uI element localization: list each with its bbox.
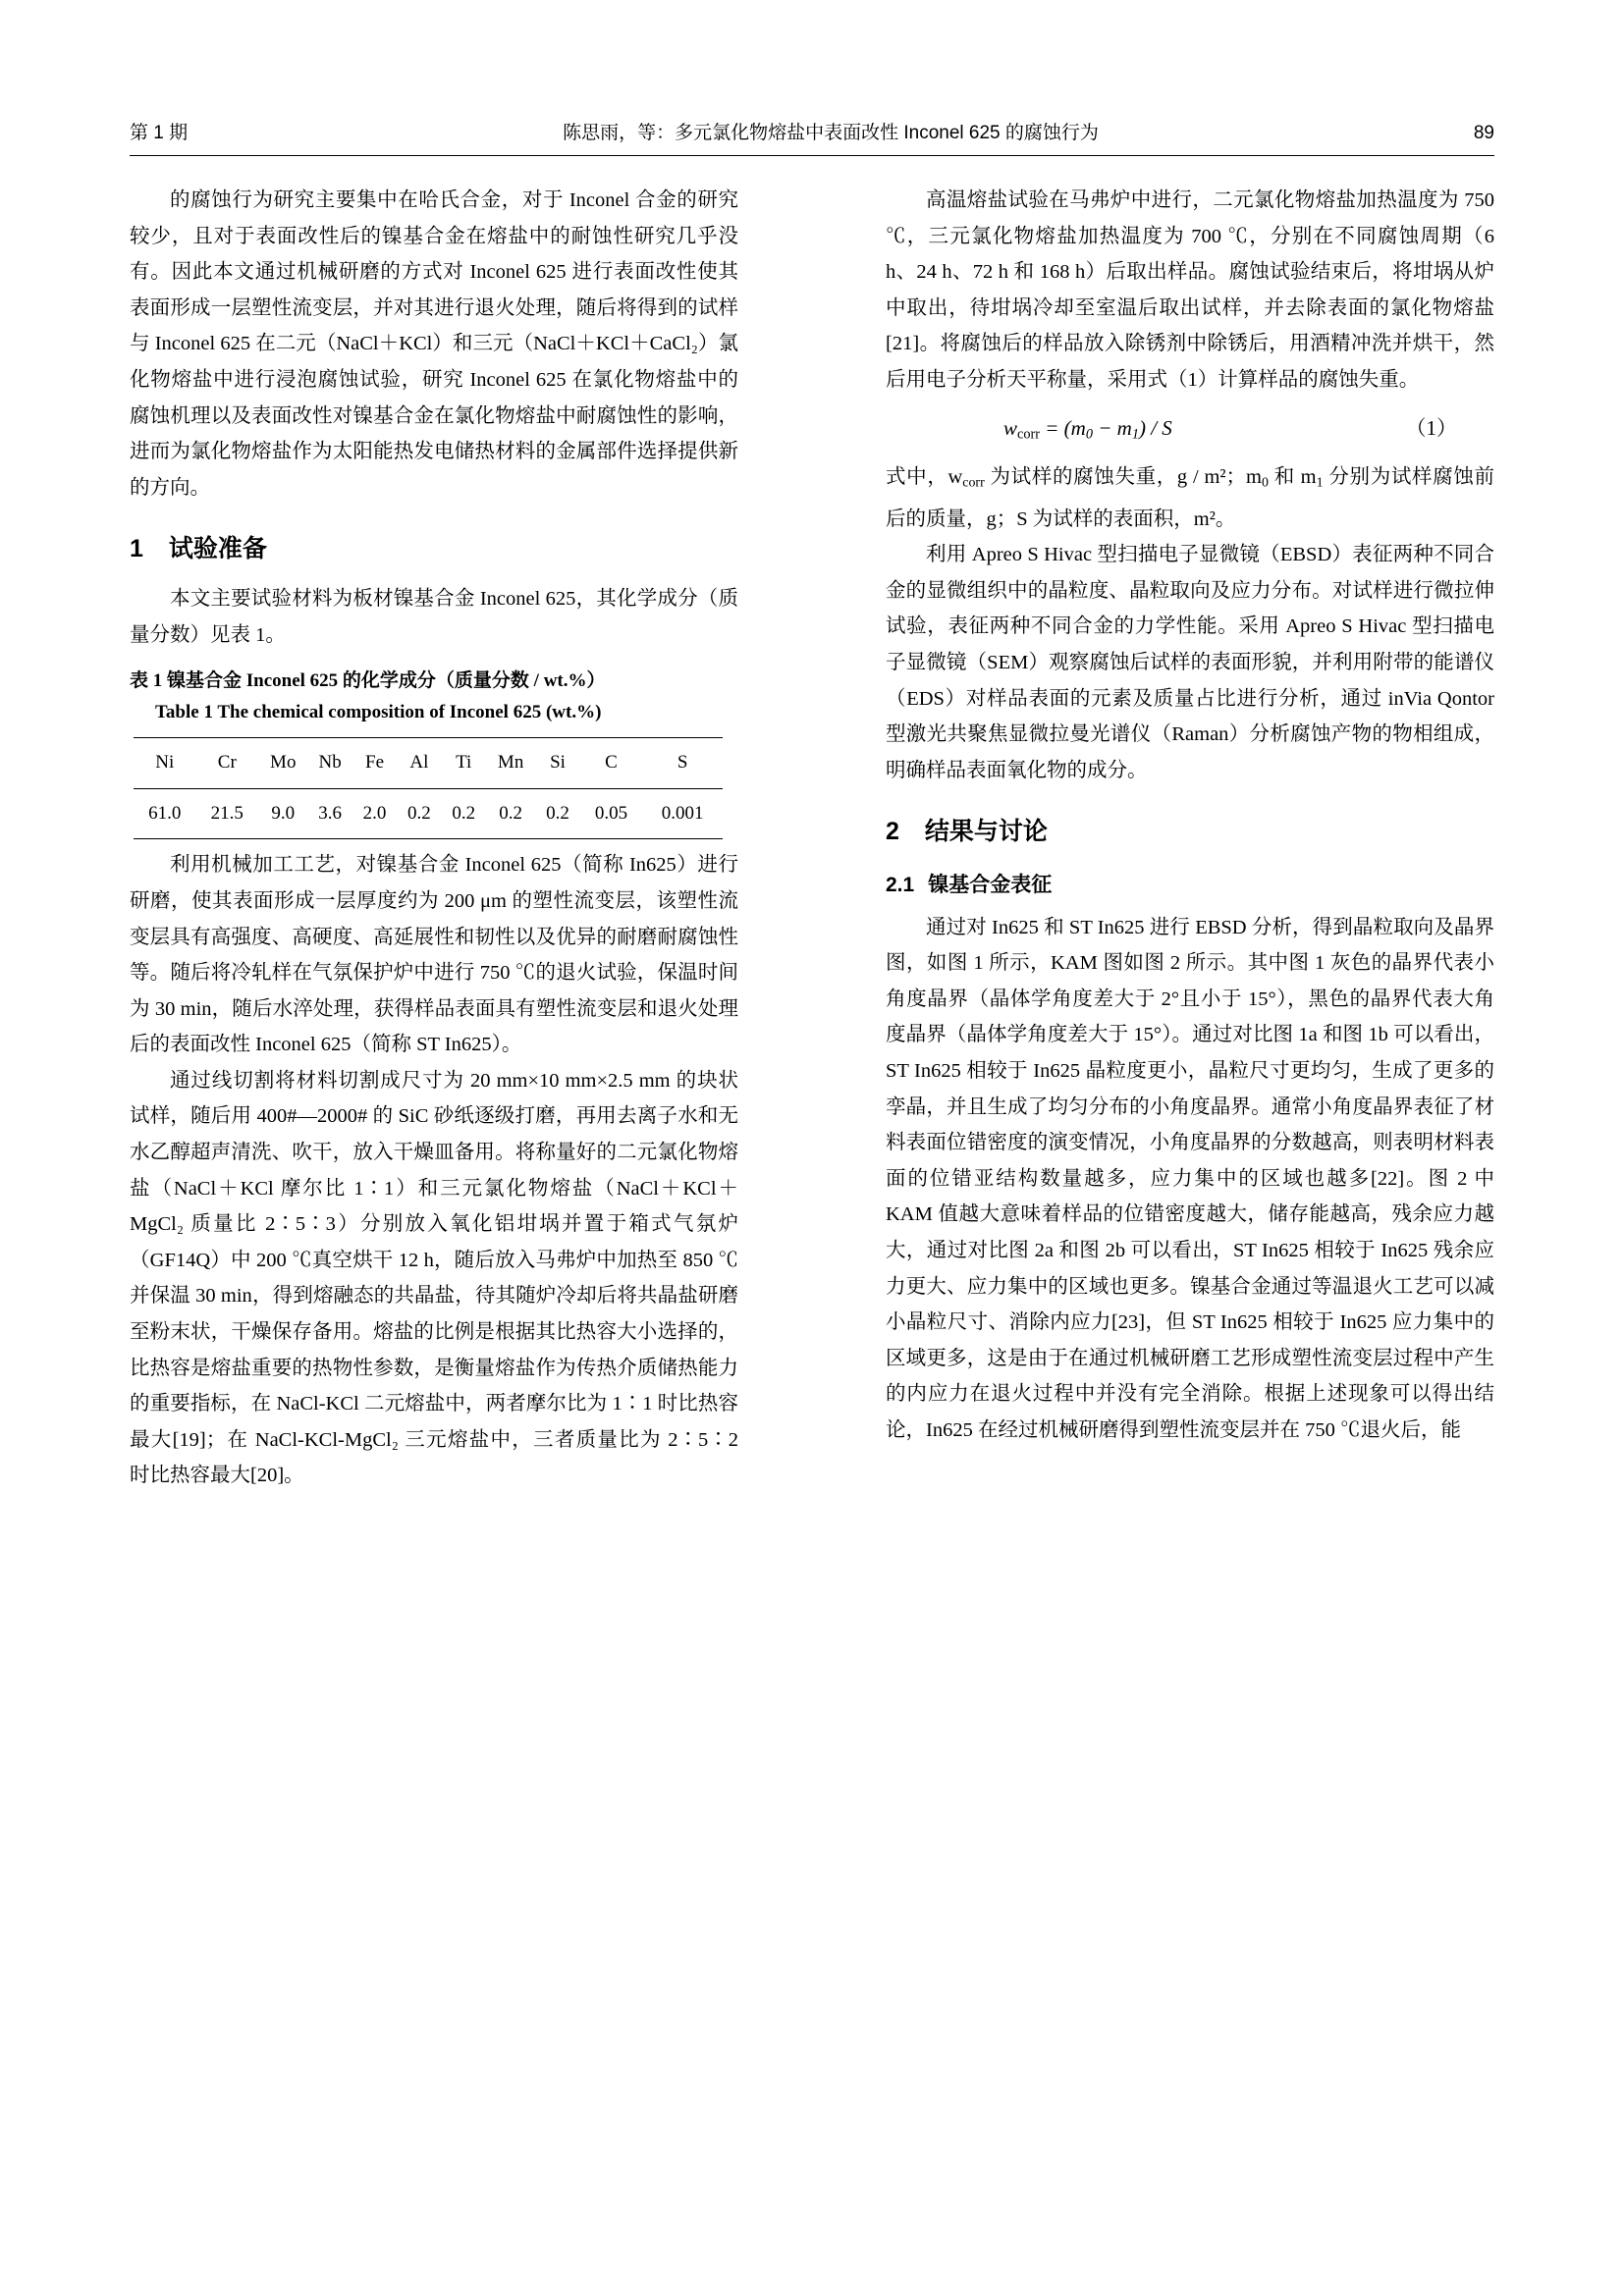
paragraph-ebsd-results: 通过对 In625 和 ST In625 进行 EBSD 分析，得到晶粒取向及晶界图，如图 1 所示，KAM 图如图 2 所示。其中图 1 灰色的晶界代表小角度晶界（晶体学角度差大于 2°且小于 15°），黑色的晶界代表大角度晶界（晶体学角度差大于 15°）。通过对比图 1a 和图 1b 可以看出，ST In625 相较于 In625 晶粒度更小，晶粒尺寸更均匀，生成了更多的孪晶，并且生成了均匀分布的小角度晶界。通常小角度晶界表征了材料表面位错密度的演变情况，小角度晶界的分数越高，则表明材料表面的位错亚结构数量越多，应力集中的区域也越多[22]。图 2 中 KAM 值越大意味着样品的位错密度越大，储存能越高，残余应力越大，通过对比图 2a 和图 2b 可以看出，ST In625 相较于 In625 残余应力更大、应力集中的区域也更多。镍基合金通过等温退火工艺可以减小晶粒尺寸、消除内应力[23]，但 ST In625 相较于 In625 应力集中的区域更多，这是由于在通过机械研磨工艺形成塑性流变层过程中产生的内应力在退火过程中并没有完全消除。根据上述现象可以得出结论，In625 在经过机械研磨得到塑性流变层并在 750 ℃退火后，能 <box>886 916 1494 1441</box>
paragraph-materials: 本文主要试验材料为板材镍基合金 Inconel 625，其化学成分（质量分数）见表 1。 <box>130 587 738 646</box>
issue-label: 第 1 期 <box>130 123 189 143</box>
left-column <box>130 183 738 1494</box>
table-header-cell: Ti <box>442 738 486 789</box>
table-header-cell: S <box>642 738 723 789</box>
table-cell: 0.001 <box>642 788 723 839</box>
table-cell: 9.0 <box>258 788 307 839</box>
equation-body: $w_{corr} = (m_0 - m_1) / S$ <box>1003 415 1172 443</box>
right-column <box>886 183 1494 1448</box>
paragraph-hightemp-test: 高温熔盐试验在马弗炉中进行，二元氯化物熔盐加热温度为 750 ℃，三元氯化物熔盐加热温度为 700 ℃，分别在不同腐蚀周期（6 h、24 h、72 h 和 168 h）后取出样品。腐蚀试验结束后，将坩埚从炉中取出，待坩埚冷却至室温后取出试样，并去除表面的氯化物熔盐[21]。将腐蚀后的样品放入除锈剂中除锈后，用酒精冲洗并烘干，然后用电子分析天平称量，采用式（1）计算样品的腐蚀失重。 <box>886 189 1494 391</box>
paragraph-equation-legend: 式中，$w_{corr}$ 为试样的腐蚀失重，g / m²；$m_0$ 和 $m_1$ 分别为试样腐蚀前后的质量，g；S 为试样的表面积，m²。 <box>886 465 1494 530</box>
running-head <box>130 118 1494 151</box>
table-header-cell: Cr <box>196 738 259 789</box>
table-cell: 21.5 <box>196 788 259 839</box>
table-cell: 3.6 <box>307 788 352 839</box>
table-header-cell: Ni <box>134 738 196 789</box>
header-rule <box>130 155 1494 156</box>
table-header-cell: Fe <box>352 738 397 789</box>
table-caption-cn: 表 1 镍基合金 Inconel 625 的化学成分（质量分数 / wt.%） <box>130 670 606 692</box>
table-row <box>134 788 723 839</box>
table-cell: 0.2 <box>535 788 579 839</box>
table-header-row <box>134 738 723 789</box>
paragraph-continued: 的腐蚀行为研究主要集中在哈氏合金，对于 Inconel 合金的研究较少，且对于表面改性后的镍基合金在熔盐中的耐蚀性研究几乎没有。因此本文通过机械研磨的方式对 Inconel 625 进行表面改性使其表面形成一层塑性流变层，并对其进行退火处理，随后将得到的试样与 Inconel 625 在二元（NaCl＋KCl）和三元（NaCl＋KCl＋CaCl₂）氯化物熔盐中进行浸泡腐蚀试验，研究 Inconel 625 在氯化物熔盐中的腐蚀机理以及表面改性对镍基合金在氯化物熔盐中耐腐蚀性的影响，进而为氯化物熔盐作为太阳能热发电储热材料的金属部件选择提供新的方向。 <box>130 189 738 499</box>
table-header-cell: Nb <box>307 738 352 789</box>
table-header-cell: Al <box>397 738 441 789</box>
equation-number: （1） <box>1405 415 1457 440</box>
subsection-number: 2.1 <box>886 873 915 896</box>
table-cell: 2.0 <box>352 788 397 839</box>
paragraph-grinding: 利用机械加工工艺，对镍基合金 Inconel 625（简称 In625）进行研磨，使其表面形成一层厚度约为 200 μm 的塑性流变层，该塑性流变层具有高强度、高硬度、高延展性和韧性以及优异的耐磨耐腐蚀性等。随后将冷轧样在气氛保护炉中进行 750 ℃的退火试验，保温时间为 30 min，随后水淬处理，获得样品表面具有塑性流变层和退火处理后的表面改性 Inconel 625（简称 ST In625）。 <box>130 854 738 1056</box>
paragraph-specimen-prep: 通过线切割将材料切割成尺寸为 20 mm×10 mm×2.5 mm 的块状试样，随后用 400#—2000# 的 SiC 砂纸逐级打磨，再用去离子水和无水乙醇超声清洗、吹干，放入干燥皿备用。将称量好的二元氯化物熔盐（NaCl＋KCl 摩尔比 1∶1）和三元氯化物熔盐（NaCl＋KCl＋MgCl₂ 质量比 2∶5∶3）分别放入氧化铝坩埚并置于箱式气氛炉（GF14Q）中 200 ℃真空烘干 12 h，随后放入马弗炉中加热至 850 ℃并保温 30 min，得到熔融态的共晶盐，待其随炉冷却后将共晶盐研磨至粉末状，干燥保存备用。熔盐的比例是根据其比热容大小选择的，比热容是熔盐重要的热物性参数，是衡量熔盐作为传热介质储热能力的重要指标，在 NaCl-KCl 二元熔盐中，两者摩尔比为 1∶1 时比热容最大[19]；在 NaCl-KCl-MgCl₂ 三元熔盐中，三者质量比为 2∶5∶2 时比热容最大[20]。 <box>130 1069 738 1487</box>
section-number: 2 <box>886 818 899 846</box>
table-header-cell: Mo <box>258 738 307 789</box>
subsection-title: 镍基合金表征 <box>928 873 1053 896</box>
table-cell: 0.2 <box>397 788 441 839</box>
chemical-composition-table <box>134 737 723 839</box>
section-title: 结果与讨论 <box>924 818 1048 846</box>
table-caption-en: Table 1 The chemical composition of Inconel 625 (wt.%) <box>155 702 602 723</box>
section-number: 1 <box>130 535 143 563</box>
table-cell: 0.05 <box>580 788 643 839</box>
article-running-title: 陈思雨，等：多元氯化物熔盐中表面改性 Inconel 625 的腐蚀行为 <box>563 123 1099 143</box>
table-cell: 0.2 <box>442 788 486 839</box>
section-heading-1 <box>130 531 738 567</box>
section-heading-2 <box>886 814 1494 850</box>
page-number: 89 <box>1473 123 1494 143</box>
table-header-cell: C <box>580 738 643 789</box>
equation-1 <box>886 410 1494 450</box>
table-cell: 0.2 <box>486 788 535 839</box>
table-header-cell: Si <box>535 738 579 789</box>
section-title: 试验准备 <box>168 535 267 563</box>
paragraph-characterization: 利用 Apreo S Hivac 型扫描电子显微镜（EBSD）表征两种不同合金的显微组织中的晶粒度、晶粒取向及应力分布。对试样进行微拉伸试验，表征两种不同合金的力学性能。采用 Apreo S Hivac 型扫描电子显微镜（SEM）观察腐蚀后试样的表面形貌，并利用附带的能谱仪（EDS）对样品表面的元素及质量占比进行分析，通过 inVia Qontor 型激光共聚焦显微拉曼光谱仪（Raman）分析腐蚀产物的物相组成，明确样品表面氧化物的成分。 <box>886 544 1494 781</box>
subsection-heading-2-1 <box>886 868 1494 904</box>
table-cell: 61.0 <box>134 788 196 839</box>
table-header-cell: Mn <box>486 738 535 789</box>
